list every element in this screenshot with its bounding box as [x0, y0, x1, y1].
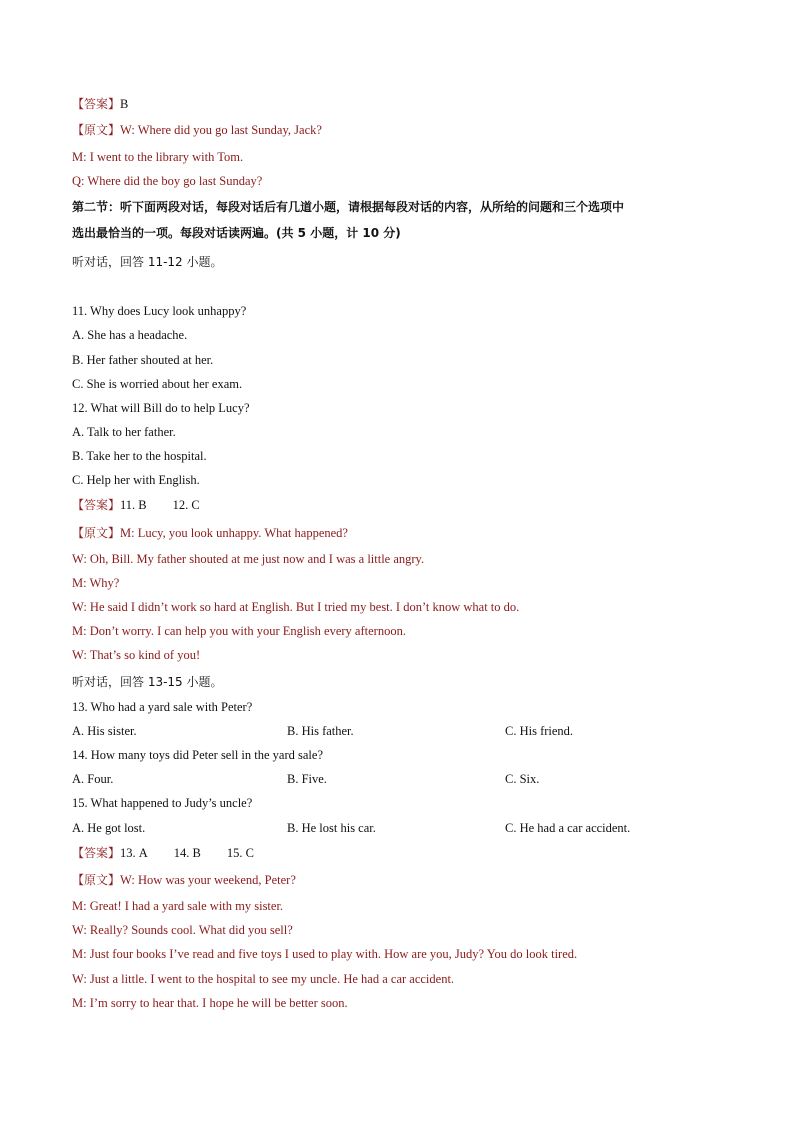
- option-13-b: B. His father.: [287, 724, 354, 738]
- option-14-a: A. Four.: [72, 772, 114, 786]
- question-15: 15. What happened to Judy’s uncle?: [72, 796, 253, 810]
- answer-value: 12. C: [172, 498, 200, 512]
- option-13-a: A. His sister.: [72, 724, 137, 738]
- answer-value: 14. B: [173, 846, 201, 860]
- script-line: M: Why?: [72, 576, 120, 590]
- option-14-c: C. Six.: [505, 772, 540, 786]
- answer-tag: 【答案】: [72, 97, 121, 111]
- option-15-a: A. He got lost.: [72, 821, 146, 835]
- script-tag: 【原文】: [72, 873, 121, 887]
- script-line: M: Don’t worry. I can help you with your English every afternoon.: [72, 624, 406, 638]
- section-heading-cont: 选出最恰当的一项。每段对话读两遍。(共 5 小题，计 10 分): [72, 226, 401, 240]
- answer-tag: 【答案】: [72, 498, 121, 512]
- option-12-a: A. Talk to her father.: [72, 425, 176, 439]
- script-tag: 【原文】: [72, 123, 121, 137]
- answer-value: 13. A: [120, 846, 148, 860]
- script-line: M: Just four books I’ve read and five toys I used to play with. How are you, Judy? You do look tired.: [72, 947, 578, 961]
- script-text: W: How was your weekend, Peter?: [120, 873, 296, 887]
- option-14-b: B. Five.: [287, 772, 327, 786]
- option-12-b: B. Take her to the hospital.: [72, 449, 207, 463]
- option-15-b: B. He lost his car.: [287, 821, 376, 835]
- script-line: [72, 122, 322, 138]
- answer-value: 11. B: [120, 498, 147, 512]
- answer-tag: 【答案】: [72, 846, 121, 860]
- option-13-c: C. His friend.: [505, 724, 574, 738]
- script-text: M: Lucy, you look unhappy. What happened?: [120, 526, 348, 540]
- script-text: W: Where did you go last Sunday, Jack?: [120, 123, 322, 137]
- script-line: M: I’m sorry to hear that. I hope he will be better soon.: [72, 996, 348, 1010]
- question-11: 11. Why does Lucy look unhappy?: [72, 304, 247, 318]
- question-13: 13. Who had a yard sale with Peter?: [72, 700, 253, 714]
- script-line: Q: Where did the boy go last Sunday?: [72, 174, 263, 188]
- script-line: W: That’s so kind of you!: [72, 648, 201, 662]
- option-12-c: C. Help her with English.: [72, 473, 200, 487]
- answer-value: B: [120, 97, 129, 111]
- dialog-intro: 听对话，回答 11-12 小题。: [72, 255, 223, 269]
- dialog-intro: 听对话，回答 13-15 小题。: [72, 675, 223, 689]
- script-line: W: Oh, Bill. My father shouted at me just now and I was a little angry.: [72, 552, 425, 566]
- script-line: W: Really? Sounds cool. What did you sell?: [72, 923, 293, 937]
- option-11-b: B. Her father shouted at her.: [72, 353, 214, 367]
- option-11-c: C. She is worried about her exam.: [72, 377, 243, 391]
- option-15-c: C. He had a car accident.: [505, 821, 631, 835]
- option-11-a: A. She has a headache.: [72, 328, 188, 342]
- question-14: 14. How many toys did Peter sell in the yard sale?: [72, 748, 323, 762]
- script-line: M: Great! I had a yard sale with my sister.: [72, 899, 284, 913]
- answer-line-11-12: [72, 497, 200, 513]
- script-line: [72, 872, 296, 888]
- section-heading: 第二节：听下面两段对话，每段对话后有几道小题，请根据每段对话的内容，从所给的问题和三个选项中: [72, 200, 625, 214]
- script-line: [72, 525, 348, 541]
- script-line: M: I went to the library with Tom.: [72, 150, 244, 164]
- answer-value: 15. C: [226, 846, 254, 860]
- script-line: W: Just a little. I went to the hospital to see my uncle. He had a car accident.: [72, 972, 455, 986]
- answer-line-10: [72, 96, 128, 112]
- question-12: 12. What will Bill do to help Lucy?: [72, 401, 250, 415]
- script-line: W: He said I didn’t work so hard at English. But I tried my best. I don’t know what to do.: [72, 600, 520, 614]
- answer-line-13-15: [72, 845, 254, 861]
- script-tag: 【原文】: [72, 526, 121, 540]
